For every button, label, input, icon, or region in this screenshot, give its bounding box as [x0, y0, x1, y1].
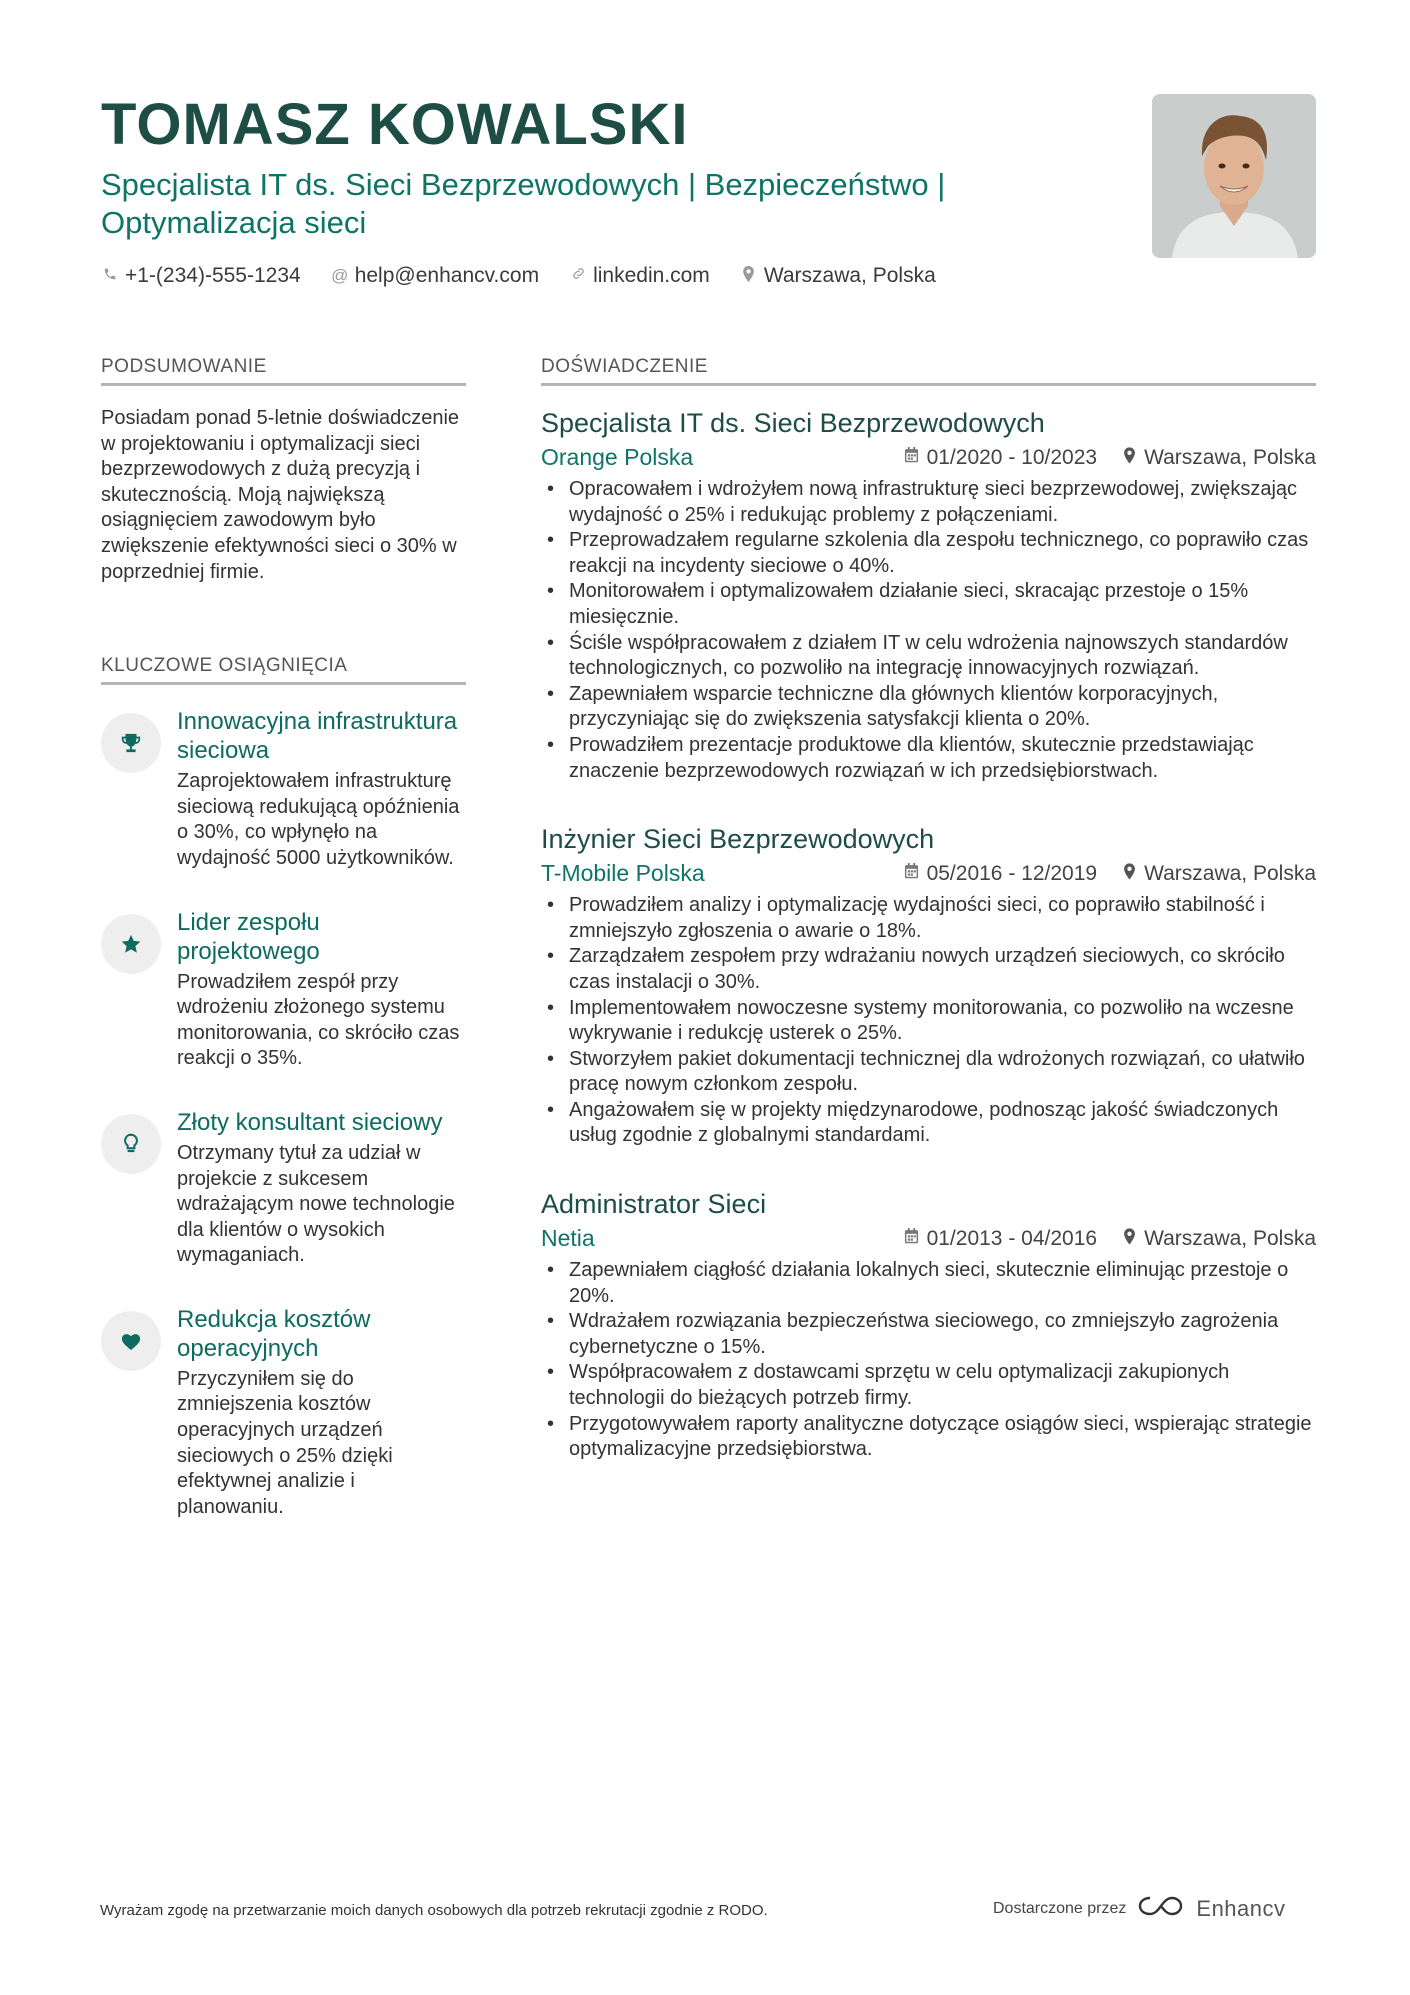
list-item: • Monitorowałem i optymalizowałem działanie sieci, skracając przestoje o 15% miesięcznie.: [541, 579, 1316, 630]
job-location: Warszawa, Polska: [1144, 1226, 1316, 1250]
list-item: • Zapewniałem wsparcie techniczne dla głównych klientów korporacyjnych, przyczyniając się do zwiększenia satysfakcji klienta o 20%.: [541, 682, 1316, 733]
company-name: Netia: [541, 1225, 595, 1252]
experience-heading: DOŚWIADCZENIE: [541, 356, 1316, 386]
job-bullets: [541, 893, 1316, 1149]
achievement-item: [101, 908, 466, 1072]
achievements-heading: KLUCZOWE OSIĄGNIĘCIA: [101, 655, 466, 685]
right-column: [541, 356, 1316, 1463]
powered-by[interactable]: [993, 1894, 1286, 1923]
location-value: Warszawa, Polska: [763, 264, 936, 287]
consent-footer: Wyrażam zgodę na przetwarzanie moich danych osobowych dla potrzeb rekrutacji zgodnie z RODO.: [100, 1902, 768, 1919]
job-entry: [541, 406, 1316, 784]
list-item: • Ściśle współpracowałem z działem IT w celu wdrożenia najnowszych standardów technologicznych, co pozwoliło na integrację innowacyjnych rozwiązań.: [541, 631, 1316, 682]
contact-phone[interactable]: [101, 264, 301, 288]
powered-by-label: Dostarczone przez: [993, 1899, 1127, 1917]
heart-icon: [101, 1311, 161, 1371]
achievement-item: [101, 707, 466, 871]
achievement-text: Prowadziłem zespół przy wdrożeniu złożonego systemu monitorowania, co skróciło czas reakcji o 35%.: [177, 970, 460, 1070]
job-dates: 01/2020 - 10/2023: [926, 445, 1098, 469]
list-item: • Zarządzałem zespołem przy wdrażaniu nowych urządzeń sieciowych, co skróciło czas instalacji o 30%.: [541, 944, 1316, 995]
header: [101, 92, 1061, 288]
job-dates: 05/2016 - 12/2019: [926, 861, 1098, 885]
list-item: • Przygotowywałem raporty analityczne dotyczące osiągów sieci, wspierając strategie optymalizacyjne przedsiębiorstwa.: [541, 1412, 1316, 1463]
list-item: • Wdrażałem rozwiązania bezpieczeństwa sieciowego, co zmniejszyło zagrożenia cybernetyczne o 15%.: [541, 1309, 1316, 1360]
job-title: Inżynier Sieci Bezprzewodowych: [541, 824, 935, 855]
list-item: • Współpracowałem z dostawcami sprzętu w celu optymalizacji zakupionych technologii do bieżących potrzeb firmy.: [541, 1360, 1316, 1411]
job-title: Specjalista IT ds. Sieci Bezprzewodowych: [541, 408, 1045, 438]
summary-text: Posiadam ponad 5-letnie doświadczenie w projektowaniu i optymalizacji sieci bezprzewodowych z dużą precyzją i skutecznością. Moją największą osiągnięciem zawodowym było zwiększenie efektywności sieci o 30% w poprzedniej firmie.: [101, 407, 460, 583]
email-value: help@enhancv.com: [354, 264, 540, 287]
contact-list: [101, 264, 1061, 288]
linkedin-value: linkedin.com: [593, 264, 710, 287]
job-dates: 01/2013 - 04/2016: [926, 1226, 1098, 1250]
achievement-text: Przyczyniłem się do zmniejszenia kosztów operacyjnych urządzeń sieciowych o 25% dzięki efektywnej analizie i planowaniu.: [177, 1367, 393, 1518]
summary-heading: PODSUMOWANIE: [101, 356, 466, 386]
company-name: Orange Polska: [541, 444, 694, 470]
location-icon: [740, 266, 758, 287]
job-title: Administrator Sieci: [541, 1189, 767, 1220]
job-entry: [541, 1187, 1316, 1463]
trophy-icon: [101, 713, 161, 773]
job-entry: [541, 822, 1316, 1149]
list-item: • Przeprowadzałem regularne szkolenia dla zespołu technicznego, co poprawiło czas reakcji na incydenty sieciowe o 40%.: [541, 528, 1316, 579]
achievement-item: [101, 1305, 466, 1521]
calendar-icon: [904, 447, 919, 468]
list-item: • Angażowałem się w projekty międzynarodowe, podnosząc jakość świadczonych usług zgodnie z globalnymi standardami.: [541, 1098, 1316, 1149]
lightbulb-icon: [101, 1114, 161, 1174]
company-name: T-Mobile Polska: [541, 860, 705, 887]
job-location: Warszawa, Polska: [1144, 861, 1316, 885]
location-icon: [1123, 447, 1136, 469]
job-bullets: [541, 477, 1316, 784]
list-item: • Stworzyłem pakiet dokumentacji technicznej dla wdrożonych rozwiązań, co ułatwiło pracę nowym członkom zespołu.: [541, 1047, 1316, 1098]
list-item: • Opracowałem i wdrożyłem nową infrastrukturę sieci bezprzewodowej, zwiększając wydajność o 25% i redukując problemy z połączeniami.: [541, 477, 1316, 528]
phone-icon: [101, 266, 119, 286]
contact-email[interactable]: [331, 264, 539, 288]
list-item: • Zapewniałem ciągłość działania lokalnych sieci, skutecznie eliminując przestoje o 20%.: [541, 1258, 1316, 1309]
job-bullets: [541, 1258, 1316, 1463]
at-icon: @: [331, 266, 349, 285]
list-item: • Prowadziłem prezentacje produktowe dla klientów, skutecznie przedstawiając znaczenie bezprzewodowych rozwiązań w ich przedsiębiorstwach.: [541, 733, 1316, 784]
contact-location: [740, 264, 936, 288]
candidate-subtitle: Specjalista IT ds. Sieci Bezprzewodowych | Bezpieczeństwo | Optymalizacja sieci: [101, 167, 946, 240]
achievement-item: [101, 1108, 466, 1269]
job-location: Warszawa, Polska: [1144, 445, 1316, 469]
profile-photo: [1152, 94, 1316, 258]
location-icon: [1123, 863, 1136, 885]
achievement-text: Zaprojektowałem infrastrukturę sieciową redukującą opóźnienia o 30%, co wpłynęło na wydajność 5000 użytkowników.: [177, 770, 460, 869]
enhancv-logo-icon: [1138, 1894, 1184, 1923]
brand-name: Enhancv: [1196, 1895, 1286, 1921]
phone-value: +1-(234)-555-1234: [125, 264, 301, 287]
contact-linkedin[interactable]: [569, 264, 710, 288]
list-item: • Implementowałem nowoczesne systemy monitorowania, co pozwoliło na wczesne wykrywanie i redukcję usterek o 25%.: [541, 996, 1316, 1047]
left-column: [101, 356, 466, 1520]
achievement-text: Otrzymany tytuł za udział w projekcie z sukcesem wdrażającym nowe technologie dla klientów o wysokich wymaganiach.: [177, 1141, 455, 1267]
achievement-title: Lider zespołu projektowego: [177, 908, 320, 965]
list-item: • Prowadziłem analizy i optymalizację wydajności sieci, co poprawiło stabilność i zmniejszyło zgłoszenia o awarie o 18%.: [541, 893, 1316, 944]
calendar-icon: [904, 863, 919, 884]
location-icon: [1123, 1228, 1136, 1250]
star-icon: [101, 914, 161, 974]
achievement-title: Innowacyjna infrastruktura sieciowa: [177, 708, 458, 765]
link-icon: [569, 266, 587, 286]
achievement-title: Złoty konsultant sieciowy: [177, 1108, 443, 1136]
candidate-name: TOMASZ KOWALSKI: [101, 92, 689, 157]
calendar-icon: [904, 1228, 919, 1249]
achievement-title: Redukcja kosztów operacyjnych: [177, 1305, 371, 1362]
